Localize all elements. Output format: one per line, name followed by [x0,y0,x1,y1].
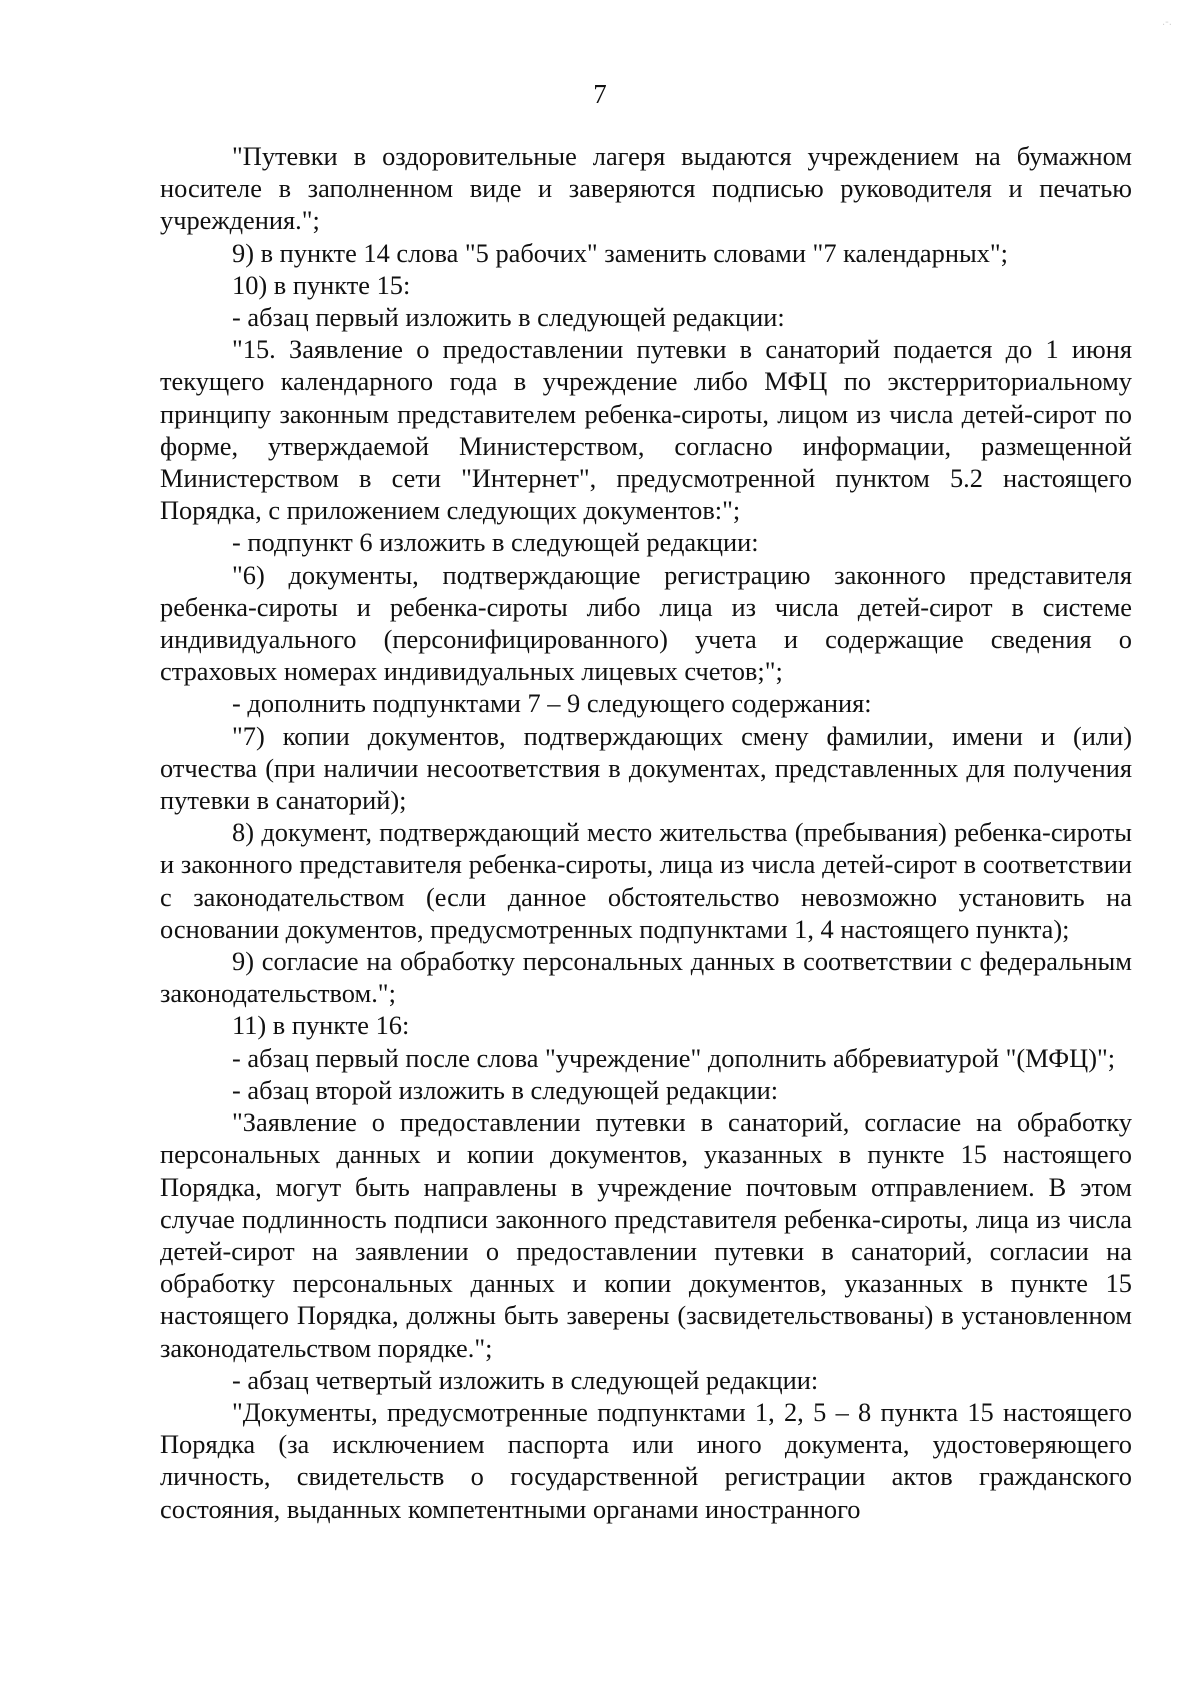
paragraph: - дополнить подпунктами 7 – 9 следующего содержания: [232,688,872,719]
paragraph: "7) копии документов, подтверждающих смену фамилии, имени и (или) отчества (при наличии несоответствия в документах, представленных для получения путевки в санаторий); [160,720,1132,816]
paragraph: "15. Заявление о предоставлении путевки в санаторий подается до 1 июня текущего календарного года в учреждение либо МФЦ по экстерриториальному принципу законным представителем ребенка-сироты, лицом из числа детей-сирот по форме, утверждаемой Министерством, согласно информации, размещенной Министерством в сети "Интернет", предусмотренной пунктом 5.2 настоящего Порядка, с приложением следующих документов:"; [160,334,1132,526]
paragraph: - абзац первый после слова "учреждение" дополнить аббревиатурой "(МФЦ)"; [232,1042,1116,1073]
paragraph: - абзац четвертый изложить в следующей редакции: [232,1364,819,1395]
paragraph: 9) согласие на обработку персональных данных в соответствии с федеральным законодательством."; [160,946,1132,1009]
scan-artifact: .-. [1162,17,1172,28]
paragraph: "6) документы, подтверждающие регистрацию законного представителя ребенка-сироты и ребенка-сироты либо лица из числа детей-сирот в системе индивидуального (персонифицированного) учета и содержащие сведения о страховых номерах индивидуальных лицевых счетов;"; [160,559,1132,687]
paragraph: "Путевки в оздоровительные лагеря выдаются учреждением на бумажном носителе в заполненном виде и заверяются подписью руководителя и печатью учреждения."; [160,141,1132,236]
paragraph: - абзац первый изложить в следующей редакции: [232,302,785,333]
paragraph: 10) в пункте 15: [232,269,411,300]
paragraph: - абзац второй изложить в следующей редакции: [232,1074,779,1105]
paragraph: 9) в пункте 14 слова "5 рабочих" заменить словами "7 календарных"; [232,237,1008,268]
paragraph: 8) документ, подтверждающий место жительства (пребывания) ребенка-сироты и законного представителя ребенка-сироты, лица из числа детей-сирот в соответствии с законодательством (если данное обстоятельство невозможно установить на основании документов, предусмотренных подпунктами 1, 4 настоящего пункта); [160,817,1132,944]
page-number: 7 [593,79,607,109]
paragraph: - подпункт 6 изложить в следующей редакции: [232,527,759,558]
paragraph: 11) в пункте 16: [232,1010,410,1041]
paragraph: "Документы, предусмотренные подпунктами 1, 2, 5 – 8 пункта 15 настоящего Порядка (за исключением паспорта или иного документа, удостоверяющего личность, свидетельств о государственной регистрации актов гражданского состояния, выданных компетентными органами иностранного [160,1396,1132,1524]
paragraph: "Заявление о предоставлении путевки в санаторий, согласие на обработку персональных данных и копии документов, указанных в пункте 15 настоящего Порядка, могут быть направлены в учреждение почтовым отправлением. В этом случае подлинность подписи законного представителя ребенка-сироты, лица из числа детей-сирот на заявлении о предоставлении путевки в санаторий, согласии на обработку персональных данных и копии документов, указанных в пункте 15 настоящего Порядка, должны быть заверены (засвидетельствованы) в установленном законодательством порядке."; [160,1107,1132,1363]
document-body [160,140,1132,1525]
